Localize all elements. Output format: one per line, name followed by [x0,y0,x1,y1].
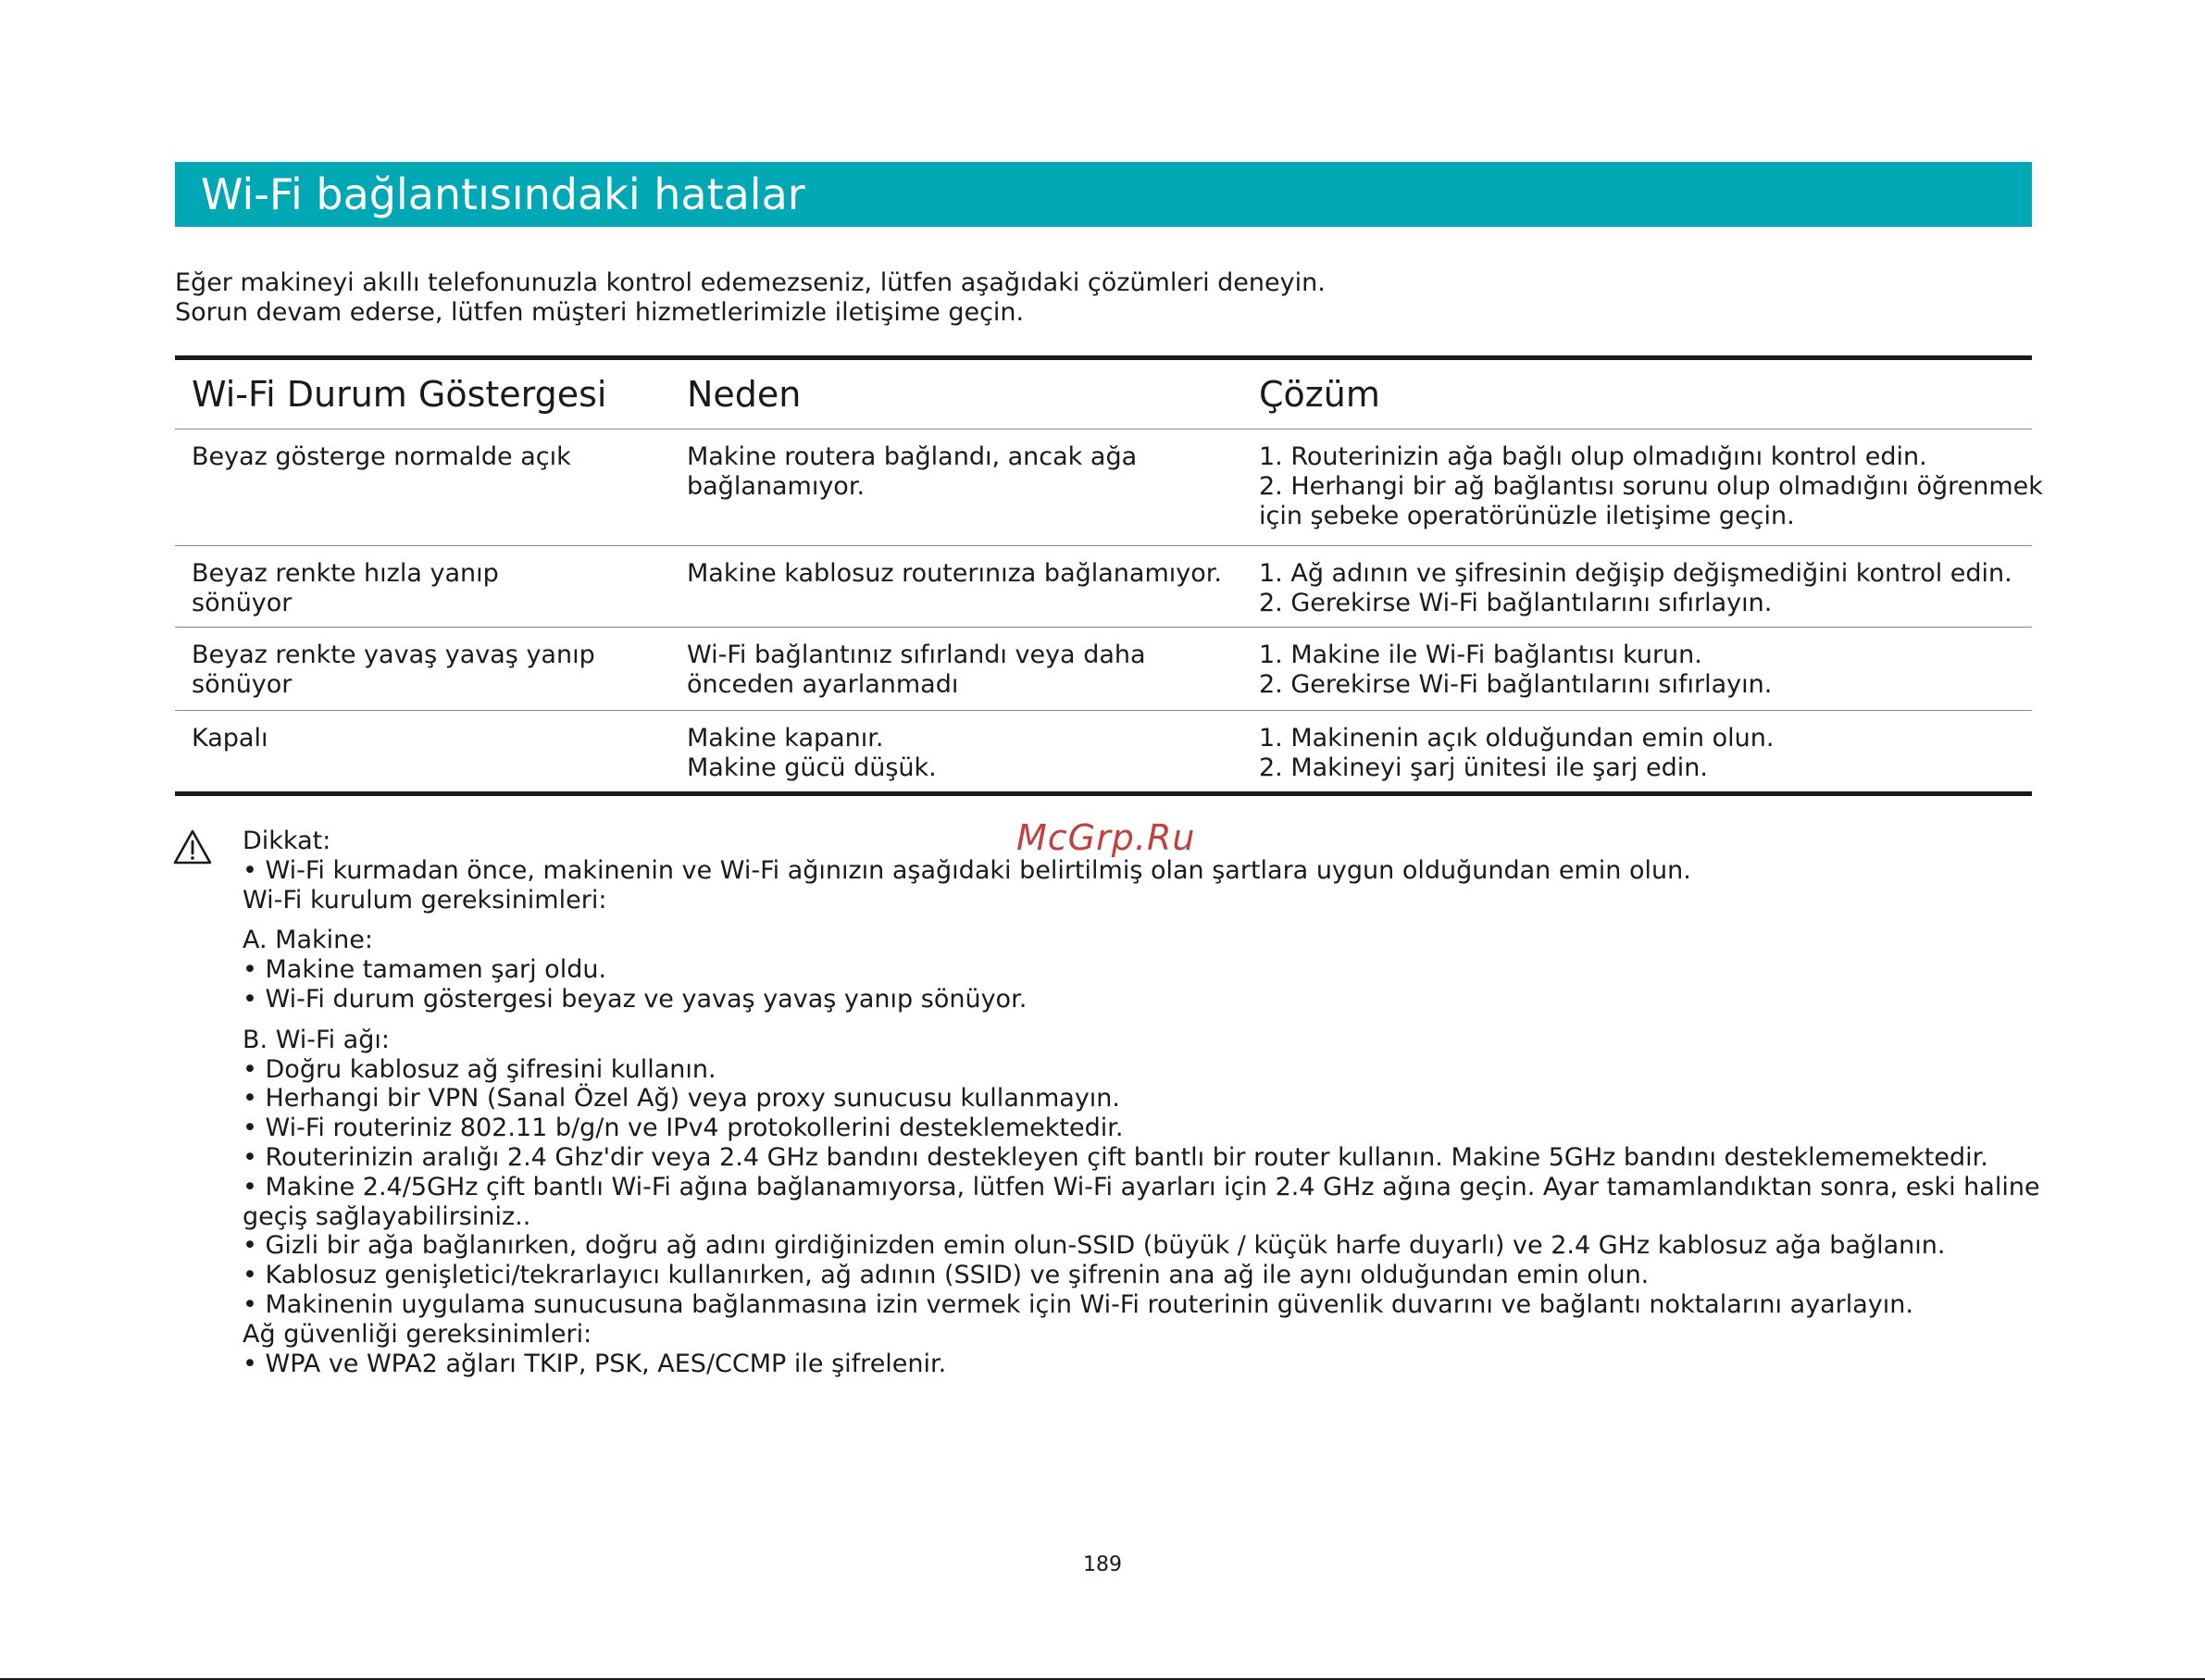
table-row [175,628,2032,711]
indicator-cell [175,429,670,545]
network-heading: B. Wi-Fi ağı: [243,1025,390,1054]
note-line: • Wi-Fi durum göstergesi beyaz ve yavaş yavaş yanıp sönüyor. [243,984,1028,1014]
note-line: • Makinenin uygulama sunucusuna bağlanmasına izin vermek için Wi-Fi routerinin güvenlik duvarını ve bağlantı noktalarını ayarlayın. [243,1289,1913,1319]
cause-cell [670,711,1253,791]
cell-line: 2. Gerekirse Wi-Fi bağlantılarını sıfırlayın. [1259,670,1773,699]
cell-line: sönüyor [192,589,293,617]
cell-line: 2. Gerekirse Wi-Fi bağlantılarını sıfırlayın. [1259,589,1773,617]
solution-cell [1253,429,2043,545]
caution-notes [243,827,2040,1378]
section-banner [175,162,2032,227]
solution-cell [1253,546,2032,627]
intro-text [175,268,2032,328]
note-line: • Makine tamamen şarj oldu. [243,955,607,985]
cause-cell [670,628,1253,710]
intro-line: Eğer makineyi akıllı telefonunuzla kontrol edemezseniz, lütfen aşağıdaki çözümleri deneyin. [175,268,1326,297]
cell-line: Beyaz gösterge normalde açık [192,442,571,471]
note-line: geçiş sağlayabilirsiniz.. [243,1201,531,1231]
table-row [175,711,2032,791]
note-line: • Wi-Fi kurmadan önce, makinenin ve Wi-Fi ağınızın aşağıdaki belirtilmiş olan şartlara uygun olduğundan emin olun. [243,855,1691,885]
cell-line: 1. Makinenin açık olduğundan emin olun. [1259,724,1775,753]
note-line: • Gizli bir ağa bağlanırken, doğru ağ adını girdiğinizden emin olun-SSID (büyük / küçük harfe duyarlı) ve 2.4 GHz kablosuz ağa bağlanın. [243,1231,1946,1261]
indicator-cell [175,711,670,791]
solution-cell [1253,628,2032,710]
cell-line: 2. Makineyi şarj ünitesi ile şarj edin. [1259,753,1708,782]
watermark: McGrp.Ru [1016,817,1196,858]
cell-line: Makine gücü düşük. [687,753,937,782]
cell-line: bağlanamıyor. [687,472,866,501]
indicator-cell [175,628,670,710]
cell-line: Wi-Fi bağlantınız sıfırlandı veya daha [687,641,1146,669]
cell-line: Beyaz renkte yavaş yavaş yanıp [192,641,595,669]
note-line: Ağ güvenliği gereksinimleri: [243,1319,592,1349]
note-line: • Herhangi bir VPN (Sanal Özel Ağ) veya proxy sunucusu kullanmayın. [243,1084,1120,1114]
cell-line: Kapalı [192,724,268,753]
warning-triangle-icon [172,828,213,865]
note-line: Wi-Fi kurulum gereksinimleri: [243,885,607,915]
cell-line: 1. Makine ile Wi-Fi bağlantısı kurun. [1259,641,1702,669]
cell-line: sönüyor [192,670,293,699]
note-line: • Makine 2.4/5GHz çift bantlı Wi-Fi ağına bağlanamıyorsa, lütfen Wi-Fi ayarları için 2.4 GHz ağına geçin. Ayar tamamlandıktan sonra, eski haline [243,1172,2040,1201]
note-line: • Kablosuz genişletici/tekrarlayıcı kullanırken, ağ adının (SSID) ve şifrenin ana ağ ile aynı olduğundan emin olun. [243,1261,1650,1290]
cell-line: 1. Ağ adının ve şifresinin değişip değişmediğini kontrol edin. [1259,559,2012,588]
cause-cell [670,429,1253,545]
cell-line: için şebeke operatörünüzle iletişime geçin. [1259,502,1795,530]
note-line: • Doğru kablosuz ağ şifresini kullanın. [243,1054,716,1084]
cause-cell [670,546,1253,627]
table-row [175,546,2032,628]
header-indicator: Wi-Fi Durum Göstergesi [192,374,607,415]
cell-line: 2. Herhangi bir ağ bağlantısı sorunu olup olmadığını öğrenmek [1259,472,2043,501]
cell-line: Beyaz renkte hızla yanıp [192,559,499,588]
cell-line: Makine kablosuz routerınıza bağlanamıyor. [687,559,1222,588]
solution-cell [1253,711,2032,791]
cell-line: 1. Routerinizin ağa bağlı olup olmadığını kontrol edin. [1259,442,1927,471]
header-cause: Neden [687,374,802,415]
cell-line: önceden ayarlanmadı [687,670,959,699]
cell-line: Makine kapanır. [687,724,884,753]
caution-title: Dikkat: [243,827,331,855]
machine-heading: A. Makine: [243,926,373,955]
cell-line: Makine routera bağlandı, ancak ağa [687,442,1138,471]
note-line: • WPA ve WPA2 ağları TKIP, PSK, AES/CCMP ile şifrelenir. [243,1349,947,1378]
troubleshooting-table [175,355,2043,796]
note-line: • Wi-Fi routeriniz 802.11 b/g/n ve IPv4 protokollerini desteklemektedir. [243,1114,1124,1143]
table-header-row [175,360,2032,429]
intro-line: Sorun devam ederse, lütfen müşteri hizmetlerimizle iletişime geçin. [175,298,1025,327]
header-solution: Çözüm [1259,374,1380,415]
section-title: Wi-Fi bağlantısındaki hatalar [201,169,805,219]
table-row [175,429,2043,546]
page-number: 189 [1083,1553,1122,1576]
indicator-cell [175,546,670,627]
note-line: • Routerinizin aralığı 2.4 Ghz'dir veya 2.4 GHz bandını destekleyen çift bantlı bir router kullanın. Makine 5GHz bandını desteklememektedir. [243,1142,1988,1172]
